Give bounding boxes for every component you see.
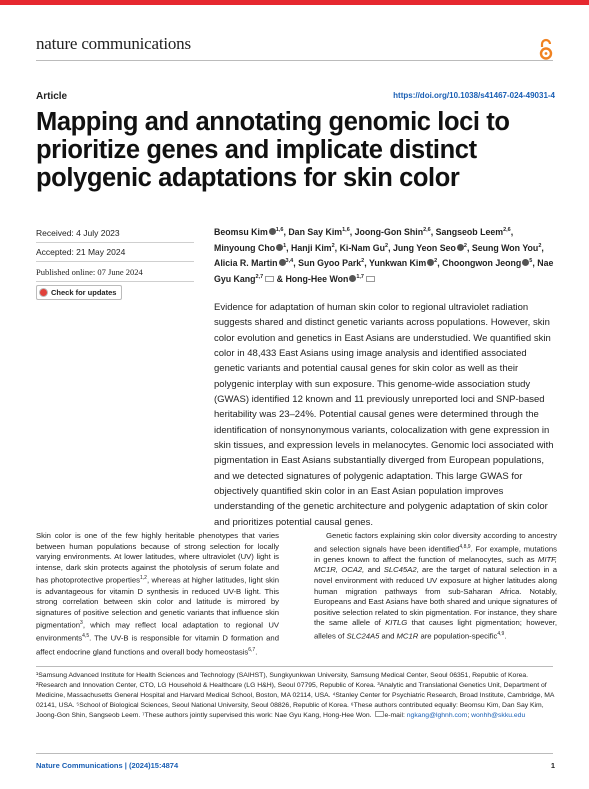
email-icon[interactable] — [366, 276, 375, 282]
author-name[interactable]: Ki-Nam Gu — [339, 242, 386, 253]
author-affiliation: 2 — [434, 258, 438, 265]
email-prefix: e-mail: — [384, 712, 405, 720]
author-name[interactable]: Sun Gyoo Park — [298, 258, 362, 269]
check-for-updates-button[interactable] — [36, 285, 122, 300]
orcid-icon[interactable] — [457, 244, 464, 251]
body-text: , are the target of natural selection in a novel environment with reduced UV exposure at higher latitudes along human migration pathways from sub-Saharan Africa. Notably, Europeans and East Asians have both shared and unique signatures of positive selection related to skin pigmentation. For instance, they share the same allele of — [314, 565, 557, 628]
email-icon[interactable] — [265, 276, 274, 282]
author-affiliation: 2 — [361, 258, 365, 265]
author-name[interactable]: Hanji Kim — [291, 242, 332, 253]
gene-name: SLC24A5 — [346, 631, 380, 641]
email-link-kang[interactable]: ngkang@lghnh.com — [406, 712, 468, 720]
author-name[interactable]: Seung Won You — [471, 242, 539, 253]
author-affiliation: 1,6 — [342, 227, 350, 233]
author-name[interactable]: Sangseob Leem — [435, 226, 504, 237]
affiliations-text: ¹Samsung Advanced Institute for Health Sciences and Technology (SAIHST), Sungkyunkwan University, Samsung Medical Center, Seoul 06351, Republic of Korea. ²Research and Innovation Center, CTO, LG Household & Healthcare (LG H&H), Seoul 07795, Republic of Korea. ³Analytic and Translational Genetics Unit, Department of Medicine, Massachusetts General Hospital and Harvard Medical School, Boston, MA 02114, USA. ⁴Stanley Center for Psychiatric Research, Broad Institute, Cambridge, MA 02141, USA. ⁵School of Biological Sciences, Seoul National University, Seoul 08826, Republic of Korea. ⁶These authors contributed equally: Beomsu Kim, Dan Say Kim, Joong-Gon Shin, Sangseob Leem. ⁷These authors jointly supervised this work: Nae Gyu Kang, Hong-Hee Won. — [36, 672, 555, 720]
author-name[interactable]: Beomsu Kim — [214, 226, 268, 237]
author-affiliation: 1,6 — [275, 227, 284, 233]
body-text: . For example, mutations in genes known to affect the function of melanocytes, such as — [314, 544, 557, 564]
author-separator: , — [349, 226, 355, 237]
orcid-icon[interactable] — [269, 228, 276, 235]
author-separator: , — [388, 242, 393, 253]
author-affiliation: 1,7 — [356, 274, 364, 281]
citation-ref[interactable]: 6,7 — [248, 646, 256, 653]
author-name[interactable]: Nae Gyu Kang — [214, 258, 554, 285]
gene-name: SLC45A2 — [383, 565, 417, 575]
author-name[interactable]: Joong-Gon Shin — [354, 226, 424, 237]
body-text: . — [255, 647, 258, 657]
published-date: Published online: 07 June 2024 — [36, 267, 143, 277]
author-affiliation: 2 — [538, 242, 542, 249]
author-affiliation: 3,4 — [285, 258, 294, 265]
author-name[interactable]: Dan Say Kim — [288, 226, 343, 237]
check-updates-icon — [39, 288, 48, 297]
citation-ref[interactable]: 1,2 — [140, 575, 147, 582]
author-affiliation: 2,6 — [423, 227, 431, 233]
author-separator: , — [437, 258, 443, 269]
gene-name: MITF, MC1R, OCA2, — [314, 554, 557, 575]
page-number: 1 — [550, 761, 555, 770]
author-affiliation: 5 — [529, 258, 533, 265]
author-separator: , — [510, 226, 514, 237]
author-separator: , — [532, 258, 538, 269]
author-name[interactable]: Minyoung Cho — [214, 242, 276, 253]
footnote-rule — [36, 666, 553, 667]
body-text: and — [379, 631, 397, 641]
body-text: and — [364, 565, 384, 575]
accepted-date: Accepted: 21 May 2024 — [36, 247, 126, 257]
body-text: , whereas at higher latitudes, light skin is advantageous for vitamin D synthesis in reduced UV-B light. This strong correlation between skin color and latitude is mirrored by signatures of positive selection and genetic variants that influence skin pigmentation — [36, 575, 279, 630]
author-separator: , — [364, 258, 369, 269]
email-link-won[interactable]: wonhh@skku.edu — [471, 712, 526, 720]
body-text: Skin color is one of the few highly heritable phenotypes that varies between human populations because of strong selection for locally varying environments. At lower latitudes, where ultraviolet (UV) light is intense, dark skin protects against the photolysis of serum folate and has photoprotective properties — [36, 531, 279, 585]
author-separator: , — [293, 258, 299, 269]
abstract: Evidence for adaptation of human skin color to regional ultraviolet radiation suggests shared and distinct genetic variants across populations. However, skin color evolution and genetics in East Asians are understudied. We quantified skin color in 48,433 East Asians using image analysis and identified associated genetic variants and potential causal genes for skin color as well as their polygenic interplay with sun exposure. This genome-wide association study (GWAS) identified 12 known and 11 previously unreported loci and SNP-based heritability was 23–24%. Potential causal genes were determined through the identification of nonsynonymous variants, colocalization with gene expression in skin tissues, and expression levels in melanocytes. Genomic loci associated with pigmentation in East Asians substantially diverged from European populations, and we detected signatures of polygenic adaptation. This large GWAS for objectively quantified skin color in an East Asian population improves understanding of the genetic architecture and polygenic adaptation of skin color and prioritizes potential causal genes. — [214, 302, 554, 528]
affiliations-footnote — [36, 671, 556, 721]
gene-name: MC1R — [396, 631, 419, 641]
meta-divider — [36, 242, 194, 243]
author-affiliation: 2,6 — [503, 227, 511, 233]
author-affiliation: 2 — [331, 242, 335, 249]
meta-divider — [36, 261, 194, 262]
article-type-label: Article — [36, 91, 68, 102]
author-name[interactable]: Choongwon Jeong — [442, 258, 522, 269]
article-title: Mapping and annotating genomic loci to prioritize genes and implicate distinct polygenic adaptations for skin color — [36, 108, 510, 192]
author-separator: , — [283, 226, 289, 237]
body-text-right — [314, 531, 557, 642]
author-affiliation: 2 — [463, 242, 467, 249]
email-separator: ; — [467, 712, 472, 720]
author-separator: , — [466, 242, 472, 253]
body-text: that causes light pigmentation; however, alleles of — [314, 618, 557, 641]
author-affiliation: 2,7 — [255, 274, 264, 281]
author-separator: , — [334, 242, 340, 253]
check-updates-label: Check for updates — [51, 288, 117, 297]
author-name[interactable]: Jung Yeon Seo — [392, 242, 456, 253]
open-access-icon[interactable] — [538, 38, 554, 62]
footer-rule — [36, 753, 553, 754]
citation-ref[interactable]: 4,9 — [497, 630, 505, 637]
author-affiliation: 2 — [385, 242, 389, 249]
author-name[interactable]: Alicia R. Martin — [214, 258, 278, 269]
author-separator: , — [541, 242, 544, 253]
author-list — [214, 224, 556, 287]
header-rule — [36, 60, 553, 61]
received-date: Received: 4 July 2023 — [36, 228, 120, 238]
body-text: Genetic factors explaining skin color diversity according to ancestry and selection signals have been identified — [314, 531, 557, 554]
citation-ref[interactable]: 3 — [80, 620, 83, 627]
body-text: , which may reflect local adaptation to regional UV environments — [36, 620, 279, 644]
body-text: . The UV-B is responsible for vitamin D formation and affect endocrine gland functions and overall body homeostasis — [36, 634, 279, 657]
author-name[interactable]: Yunkwan Kim — [368, 258, 427, 269]
body-text: . — [504, 631, 507, 641]
gene-name: KITLG — [385, 618, 408, 628]
author-affiliation: 1 — [283, 242, 287, 249]
author-separator: , — [286, 242, 292, 253]
citation-ref[interactable]: 4,5 — [82, 633, 90, 640]
author-separator: & — [274, 274, 286, 285]
meta-divider — [36, 281, 194, 282]
author-name[interactable]: Hong-Hee Won — [285, 274, 349, 285]
footer-citation[interactable]: Nature Communications | (2024)15:4874 — [36, 761, 179, 770]
journal-name: nature communications — [36, 34, 191, 53]
citation-ref[interactable]: 4,8,9 — [459, 543, 471, 550]
top-accent-bar — [0, 0, 589, 5]
doi-link[interactable]: https://doi.org/10.1038/s41467-024-49031-4 — [393, 91, 555, 100]
body-text-left — [36, 531, 279, 658]
orcid-icon[interactable] — [279, 259, 286, 266]
author-separator: , — [430, 226, 436, 237]
body-text: are population-specific — [418, 631, 498, 641]
